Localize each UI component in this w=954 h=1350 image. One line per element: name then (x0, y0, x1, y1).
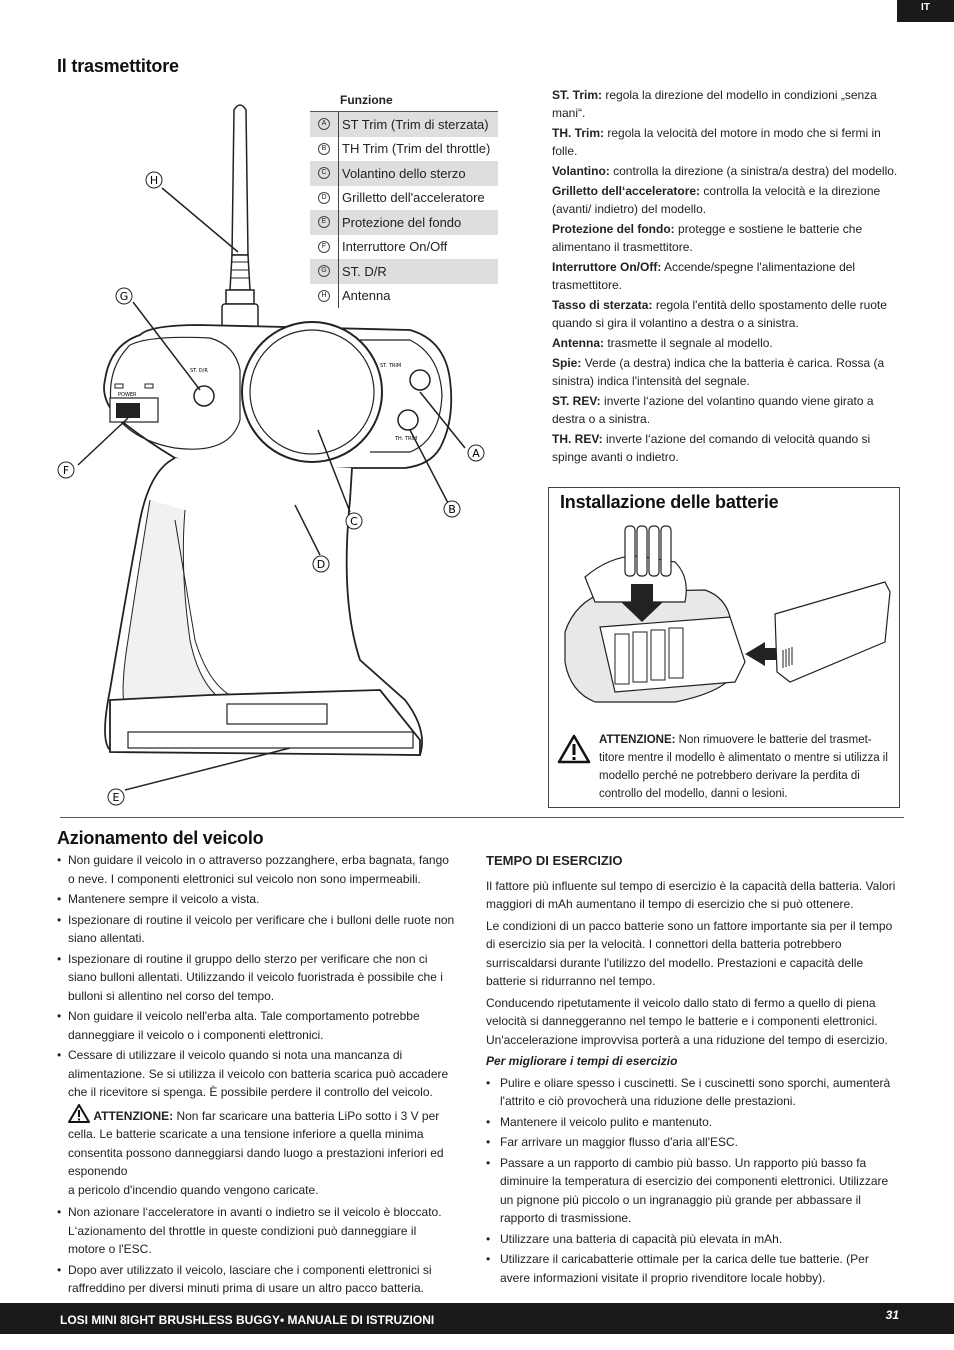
function-letter: H (318, 290, 330, 302)
description-item (552, 296, 902, 332)
runtime-subheading: Per migliorare i tempi di esercizio (486, 1054, 678, 1068)
description-text: inverte l‘azione del volantino quando viene girato a destra o a sinistra. (552, 394, 874, 426)
description-text: regola l'entità dello spostamento delle ruote quando si gira il volantino a destra o a sinistra. (552, 298, 887, 330)
function-letter-cell (310, 241, 338, 253)
description-term: TH. Trim: (552, 126, 605, 140)
description-text: Accende/spegne l'alimentazione del trasmettitore. (552, 260, 856, 292)
function-row (310, 161, 498, 186)
function-name: Antenna (338, 284, 390, 309)
runtime-paragraph: Conducendo ripetutamente il veicolo dallo stato di fermo a quello di piena velocità si danneggeranno nel tempo le batterie e i componenti elettronici. Un'accelerazione improvvisa porterà a una riduzione del tempo di esercizio. (486, 995, 888, 1047)
function-name: ST. D/R (338, 259, 387, 284)
runtime-bullet: • Passare a un rapporto di cambio più basso. Un rapporto più basso fa diminuire la temperatura di esercizio dei componenti elettronici. Utilizzare un pignone più piccolo o un ingranaggio più grande per abbassare il rapporto di trasmissione. (486, 1154, 901, 1228)
footer-bar (0, 1303, 954, 1334)
svg-text:B: B (448, 503, 456, 516)
function-letter: E (318, 216, 330, 228)
description-text: protegge e sostiene le batterie che alimentano il trasmettitore. (552, 222, 863, 254)
runtime-paragraph: Le condizioni di un pacco batterie sono un fattore importante sia per il tempo di esercizio sia per la velocità. I connettori della batteria potrebbero surriscaldarsi durante l'utilizzo del modello. Prestazioni e capacità delle batterie si ridurranno nel tempo. (486, 918, 893, 988)
warning-icon (557, 734, 591, 764)
description-term: TH. REV: (552, 432, 603, 446)
antenna-graphic (222, 105, 258, 330)
svg-text:A: A (472, 447, 480, 460)
function-letter-cell (310, 265, 338, 277)
lipo-warning-term: ATTENZIONE: (93, 1108, 174, 1123)
function-letter-cell (310, 192, 338, 204)
svg-text:E: E (112, 791, 120, 804)
svg-text:G: G (119, 290, 129, 303)
description-term: Spie: (552, 356, 582, 370)
driving-bullet: • Cessare di utilizzare il veicolo quando si nota una mancanza di alimentazione. Se si utilizza il veicolo con batteria scarica può accadere che il ricevitore si spenga. È possibile perdere il controllo del veicolo. (55, 1046, 455, 1102)
driving-list (55, 851, 455, 1300)
function-name: TH Trim (Trim del throttle) (338, 137, 490, 162)
page-number: 31 (885, 1308, 899, 1322)
section-divider (60, 817, 904, 818)
description-item (552, 124, 902, 160)
runtime-paragraph: Il fattore più influente sul tempo di esercizio è la capacità della batteria. Valori maggiori di mAh aumentano il tempo di esercizio che si può ottenere. (486, 878, 896, 911)
lipo-warning-text: Non far scaricare una batteria LiPo sotto i 3 V per cella. Le batterie scaricate a una tensione inferiore a quella minima consentita possono danneggiarsi dando luogo a prestazioni inferiori ed esponendo (68, 1108, 444, 1178)
description-item (552, 354, 902, 390)
function-letter: F (318, 241, 330, 253)
st-trim-label: ST. TRIM (380, 363, 402, 369)
lipo-warning-text-2: a pericolo d'incendio quando vengono caricate. (68, 1182, 319, 1197)
svg-text:D: D (316, 558, 326, 571)
function-letter-cell (310, 167, 338, 179)
function-row (310, 235, 498, 260)
description-item (552, 430, 902, 466)
battery-installation-box (548, 487, 900, 808)
runtime-section (486, 852, 901, 1289)
description-item (552, 258, 902, 294)
function-row (310, 210, 498, 235)
function-name: Grilletto dell'acceleratore (338, 186, 485, 211)
runtime-title: TEMPO DI ESERCIZIO (486, 853, 623, 868)
battery-warning-text: Non rimuovere le batterie del trasmet-titore mentre il modello è alimentato o mentre si utilizza il modello perché ne potrebbero derivare la perdita di controllo del modello, danni o lesioni. (599, 734, 888, 800)
language-tab: IT (897, 0, 954, 22)
battery-diagram (555, 522, 895, 722)
runtime-bullet: • Far arrivare un maggior flusso d'aria all'ESC. (486, 1133, 901, 1152)
function-table (310, 89, 498, 308)
description-item (552, 392, 902, 428)
function-name: Volantino dello sterzo (338, 161, 466, 186)
description-term: ST. REV: (552, 394, 601, 408)
description-item (552, 182, 902, 218)
description-text: controlla la direzione (a sinistra/a destra) del modello. (613, 164, 898, 178)
runtime-bullet: • Mantenere il veicolo pulito e mantenuto. (486, 1113, 901, 1132)
description-term: Protezione del fondo: (552, 222, 675, 236)
battery-warning (599, 731, 889, 803)
function-name: Interruttore On/Off (338, 235, 447, 260)
driving-bullet: • Ispezionare di routine il veicolo per verificare che i bulloni delle ruote non siano allentati. (55, 911, 455, 948)
function-row (310, 112, 498, 137)
driving-bullet: • Non guidare il veicolo in o attraverso pozzanghere, erba bagnata, fango o neve. I componenti elettronici sul veicolo non sono impermeabili. (55, 851, 455, 888)
function-letter-cell (310, 290, 338, 302)
battery-warning-term: ATTENZIONE: (599, 734, 676, 746)
svg-text:C: C (350, 515, 358, 528)
function-descriptions (552, 86, 902, 468)
description-text: regola la velocità del motore in modo che si fermi in folle. (552, 126, 881, 158)
svg-text:H: H (149, 174, 159, 187)
function-letter: B (318, 143, 330, 155)
function-row (310, 186, 498, 211)
description-term: Grilletto dell‘acceleratore: (552, 184, 701, 198)
warning-icon (68, 1104, 90, 1123)
description-item (552, 86, 902, 122)
power-label: POWER (118, 392, 137, 398)
description-text: controlla la velocità e la direzione (avanti/ indietro) del modello. (552, 184, 881, 216)
description-item (552, 162, 902, 180)
battery-title: Installazione delle batterie (560, 492, 779, 512)
function-letter: G (318, 265, 330, 277)
lipo-warning (55, 1104, 455, 1200)
runtime-bullet: • Utilizzare una batteria di capacità più elevata in mAh. (486, 1230, 901, 1249)
runtime-bullet: • Pulire e oliare spesso i cuscinetti. Se i cuscinetti sono sporchi, aumenterà l'attrito e ciò provocherà una riduzione delle prestazioni. (486, 1074, 901, 1111)
driving-bullet: • Non guidare il veicolo nell'erba alta. Tale comportamento potrebbe danneggiare il veicolo o i componenti elettronici. (55, 1007, 455, 1044)
function-name: ST Trim (Trim di sterzata) (338, 112, 489, 137)
description-term: ST. Trim: (552, 88, 603, 102)
function-row (310, 259, 498, 284)
description-item (552, 334, 902, 352)
function-letter-cell (310, 143, 338, 155)
function-row (310, 284, 498, 309)
description-text: trasmette il segnale al modello. (607, 336, 773, 350)
description-item (552, 220, 902, 256)
function-letter-cell (310, 216, 338, 228)
transmitter-title: Il trasmettitore (57, 56, 179, 76)
function-letter: D (318, 192, 330, 204)
function-table-header: Funzione (310, 89, 498, 112)
driving-bullet: • Ispezionare di routine il gruppo dello sterzo per verificare che non ci siano bulloni allentati. Utilizzando il veicolo fuoristrada è possibile che i bulloni si allentino nel corso del tempo. (55, 950, 455, 1006)
description-term: Volantino: (552, 164, 610, 178)
function-letter: A (318, 118, 330, 130)
footer-title: LOSI MINI 8IGHT BRUSHLESS BUGGY• MANUALE DI ISTRUZIONI (60, 1313, 435, 1327)
runtime-bullet: • Utilizzare il caricabatterie ottimale per la carica delle tue batterie. (Per avere informazioni visitate il proprio rivenditore locale hobby). (486, 1250, 901, 1287)
description-term: Tasso di sterzata: (552, 298, 653, 312)
driving-title: Azionamento del veicolo (57, 828, 264, 848)
function-row (310, 137, 498, 162)
description-text: regola la direzione del modello in condizioni „senza mani“. (552, 88, 877, 120)
th-trim-label: TH. TRIM (395, 436, 418, 442)
driving-bullet: • Dopo aver utilizzato il veicolo, lasciare che i componenti elettronici si raffreddino per diversi minuti prima di usare un altro pacco batteria. (55, 1261, 455, 1298)
function-letter: C (318, 167, 330, 179)
svg-text:F: F (62, 464, 70, 477)
driving-bullet: • Mantenere sempre il veicolo a vista. (55, 890, 455, 909)
st-dr-label: ST. D/R (190, 368, 208, 374)
function-letter-cell (310, 118, 338, 130)
description-text: inverte l‘azione del comando di velocità quando si spinge avanti o indietro. (552, 432, 871, 464)
function-name: Protezione del fondo (338, 210, 461, 235)
description-term: Antenna: (552, 336, 604, 350)
description-text: Verde (a destra) indica che la batteria è carica. Rossa (a sinistra) indica l'intensità del segnale. (552, 356, 885, 388)
description-term: Interruttore On/Off: (552, 260, 662, 274)
driving-bullet: • Non azionare l‘acceleratore in avanti o indietro se il veicolo è bloccato. L‘azionamento del throttle in queste condizioni può danneggiare il motore o l'ESC. (55, 1203, 455, 1259)
